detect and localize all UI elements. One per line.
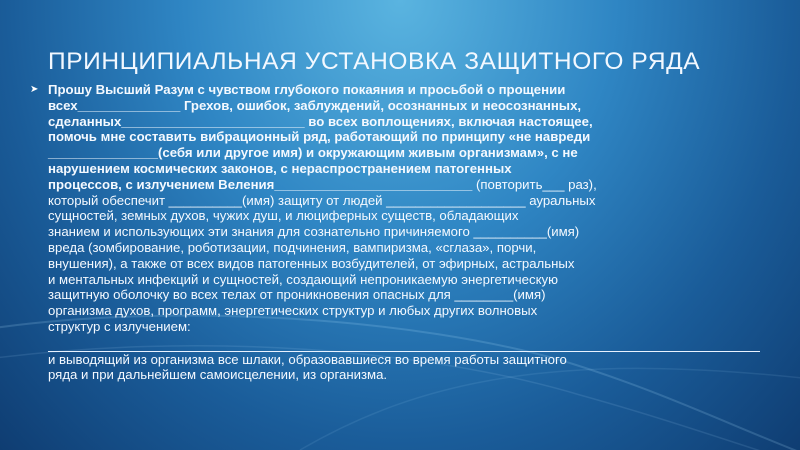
body-line-bold-part: процессов, с излучением Веления___________________________ [48, 176, 473, 192]
body-line: всех______________ Грехов, ошибок, заблуждений, осознанных и неосознанных, [48, 97, 582, 113]
body-line: сделанных_________________________ во всех воплощениях, включая настоящее, [48, 113, 593, 129]
body-line: и ментальных инфекций и сущностей, создающий непроникаемую энергетическую [48, 271, 558, 287]
body-line: _______________(себя или другое имя) и окружающим живым организмам», с не [48, 145, 578, 161]
body-line: знанием и использующих эти знания для сознательно причиняемого __________(имя) [48, 224, 580, 240]
body-line: защитную оболочку во всех телах от проникновения опасных для ________(имя) [48, 287, 546, 303]
slide-body [48, 82, 778, 383]
body-line: сущностей, земных духов, чужих душ, и люциферных существ, обладающих [48, 208, 519, 224]
body-line: и выводящий из организма все шлаки, образовавшиеся во время работы защитного [48, 351, 567, 367]
body-line: организма духов, программ, энергетических структур и любых других волновых [48, 303, 538, 319]
body-line: Прошу Высший Разум с чувством глубокого покаяния и просьбой о прощении [48, 82, 566, 97]
body-line-normal-part: (повторить___ раз), [472, 176, 597, 192]
body-line: ряда и при дальнейшем самоисцелении, из организма. [48, 367, 388, 383]
body-line: помочь мне составить вибрационный ряд, работающий по принципу «не навреди [48, 129, 591, 145]
blank-fill-line [48, 335, 760, 352]
body-line: внушения), а также от всех видов патогенных возбудителей, от эфирных, астральных [48, 255, 575, 271]
body-line: структур с излучением: [48, 318, 191, 334]
bullet-arrow-icon: ➤ [30, 84, 39, 95]
body-line: который обеспечит __________(имя) защиту от людей ___________________ ауральных [48, 192, 596, 208]
body-line: вреда (зомбирование, роботизации, подчинения, вампиризма, «сглаза», порчи, [48, 239, 537, 255]
body-line-mixed [48, 177, 778, 193]
slide-title: ПРИНЦИПИАЛЬНАЯ УСТАНОВКА ЗАЩИТНОГО РЯДА [48, 48, 701, 75]
body-line: нарушением космических законов, с нераспространением патогенных [48, 160, 512, 176]
